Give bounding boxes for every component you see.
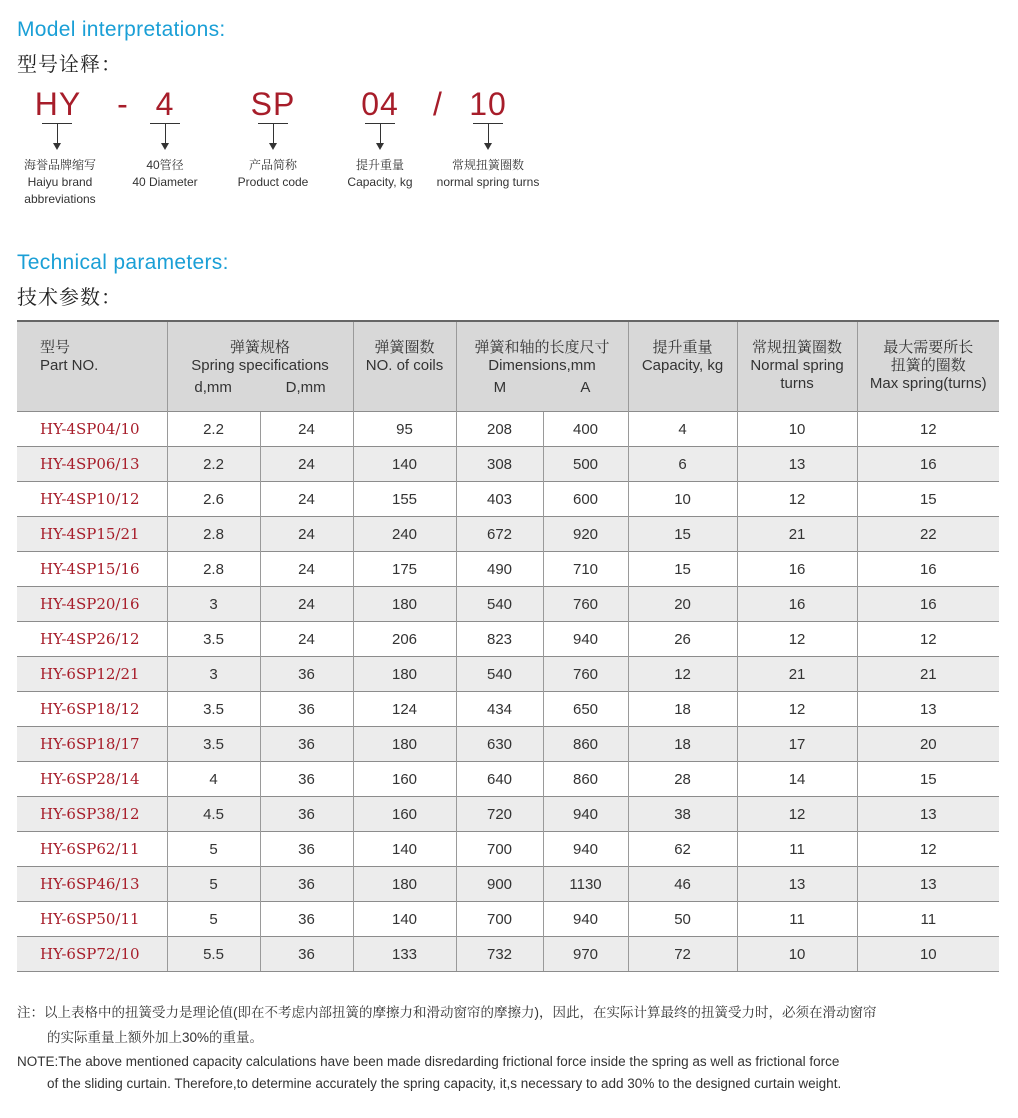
header-part: 型号 Part NO. [17, 321, 167, 412]
table-cell: 50 [628, 902, 737, 937]
table-cell: 12 [737, 482, 857, 517]
interpretation-title-zh: 型号诠释： [17, 54, 122, 76]
table-cell: 3.5 [167, 692, 260, 727]
table-cell: 208 [456, 412, 543, 447]
header-dimensions: 弹簧和轴的长度尺寸 Dimensions,mm M A [456, 321, 628, 412]
table-top-rule [17, 320, 999, 322]
table-cell: 160 [353, 762, 456, 797]
table-cell: 36 [260, 937, 353, 972]
table-cell: 3.5 [167, 727, 260, 762]
table-cell: 22 [857, 517, 999, 552]
part-number-cell: HY-4SP06/13 [17, 447, 167, 482]
table-cell: 308 [456, 447, 543, 482]
table-header [17, 321, 999, 412]
table-cell: 940 [543, 797, 628, 832]
table-cell: 1130 [543, 867, 628, 902]
table-cell: 2.6 [167, 482, 260, 517]
table-cell: 700 [456, 832, 543, 867]
table-cell: 4.5 [167, 797, 260, 832]
table-cell: 4 [628, 412, 737, 447]
part-number-cell: HY-4SP04/10 [17, 412, 167, 447]
table-row [17, 727, 999, 762]
table-row [17, 832, 999, 867]
code-product: SP [250, 86, 296, 122]
table-cell: 20 [857, 727, 999, 762]
table-row [17, 482, 999, 517]
table-cell: 10 [737, 412, 857, 447]
note-zh-line1: 注：以上表格中的扭簧受力是理论值(即在不考虑内部扭簧的摩擦力和滑动窗帘的摩擦力)，因此，在实际计算最终的扭簧受力时，必须在滑动窗帘 [17, 1005, 877, 1020]
table-cell: 710 [543, 552, 628, 587]
table-cell: 940 [543, 622, 628, 657]
table-cell: 180 [353, 657, 456, 692]
table-cell: 3.5 [167, 622, 260, 657]
part-number-cell: HY-6SP18/12 [17, 692, 167, 727]
table-cell: 11 [737, 832, 857, 867]
part-number-cell: HY-4SP26/12 [17, 622, 167, 657]
table-cell: 920 [543, 517, 628, 552]
table-cell: 16 [737, 587, 857, 622]
code-diameter: 4 [155, 86, 175, 122]
table-cell: 500 [543, 447, 628, 482]
table-cell: 823 [456, 622, 543, 657]
table-cell: 403 [456, 482, 543, 517]
table-cell: 14 [737, 762, 857, 797]
table-cell: 16 [737, 552, 857, 587]
part-number-cell: HY-4SP20/16 [17, 587, 167, 622]
table-row [17, 902, 999, 937]
part-number-cell: HY-6SP12/21 [17, 657, 167, 692]
table-row [17, 937, 999, 972]
table-cell: 16 [857, 447, 999, 482]
part-number-cell: HY-6SP50/11 [17, 902, 167, 937]
table-cell: 5 [167, 867, 260, 902]
table-cell: 12 [737, 622, 857, 657]
table-cell: 140 [353, 832, 456, 867]
table-cell: 16 [857, 552, 999, 587]
table-row [17, 867, 999, 902]
table-cell: 900 [456, 867, 543, 902]
table-cell: 240 [353, 517, 456, 552]
table-cell: 95 [353, 412, 456, 447]
table-cell: 970 [543, 937, 628, 972]
table-cell: 600 [543, 482, 628, 517]
table-cell: 36 [260, 832, 353, 867]
table-cell: 640 [456, 762, 543, 797]
part-number-cell: HY-6SP38/12 [17, 797, 167, 832]
table-cell: 2.2 [167, 447, 260, 482]
code-dash: - [117, 86, 129, 122]
table-cell: 24 [260, 447, 353, 482]
table-row [17, 412, 999, 447]
table-cell: 12 [857, 622, 999, 657]
table-cell: 36 [260, 762, 353, 797]
table-cell: 12 [737, 797, 857, 832]
parameters-table [17, 321, 999, 972]
table-cell: 72 [628, 937, 737, 972]
table-cell: 124 [353, 692, 456, 727]
table-cell: 2.8 [167, 517, 260, 552]
table-cell: 720 [456, 797, 543, 832]
table-cell: 434 [456, 692, 543, 727]
table-cell: 732 [456, 937, 543, 972]
table-cell: 38 [628, 797, 737, 832]
table-cell: 175 [353, 552, 456, 587]
table-cell: 18 [628, 727, 737, 762]
table-row [17, 692, 999, 727]
part-number-cell: HY-6SP62/11 [17, 832, 167, 867]
code-slash: / [433, 86, 443, 122]
code-brand: HY [34, 86, 82, 122]
table-cell: 21 [737, 517, 857, 552]
table-cell: 140 [353, 902, 456, 937]
table-cell: 28 [628, 762, 737, 797]
table-cell: 3 [167, 587, 260, 622]
table-cell: 13 [857, 867, 999, 902]
table-cell: 16 [857, 587, 999, 622]
table-cell: 36 [260, 867, 353, 902]
table-cell: 540 [456, 657, 543, 692]
part-number-cell: HY-6SP18/17 [17, 727, 167, 762]
table-cell: 21 [857, 657, 999, 692]
desc-capacity: 提升重量 Capacity, kg [347, 158, 413, 189]
table-cell: 12 [737, 692, 857, 727]
table-cell: 10 [737, 937, 857, 972]
desc-brand: 海誉品牌缩写 Haiyu brand abbreviations [23, 158, 96, 206]
table-cell: 24 [260, 482, 353, 517]
table-cell: 13 [737, 867, 857, 902]
table-cell: 140 [353, 447, 456, 482]
desc-diameter: 40管径 40 Diameter [132, 158, 198, 189]
table-cell: 940 [543, 832, 628, 867]
pointer-arrow-icon [150, 123, 180, 151]
table-cell: 12 [857, 832, 999, 867]
table-cell: 630 [456, 727, 543, 762]
table-cell: 20 [628, 587, 737, 622]
table-cell: 36 [260, 902, 353, 937]
table-row [17, 447, 999, 482]
table-row [17, 797, 999, 832]
table-cell: 2.2 [167, 412, 260, 447]
table-cell: 26 [628, 622, 737, 657]
table-cell: 24 [260, 517, 353, 552]
table-cell: 13 [857, 797, 999, 832]
header-coils: 弹簧圈数 NO. of coils [353, 321, 456, 412]
header-capacity: 提升重量 Capacity, kg [628, 321, 737, 412]
table-cell: 46 [628, 867, 737, 902]
table-cell: 672 [456, 517, 543, 552]
part-number-cell: HY-6SP28/14 [17, 762, 167, 797]
table-cell: 13 [857, 692, 999, 727]
pointer-arrow-icon [42, 123, 72, 151]
table-cell: 760 [543, 657, 628, 692]
table-cell: 36 [260, 797, 353, 832]
table-cell: 24 [260, 622, 353, 657]
table-cell: 160 [353, 797, 456, 832]
part-number-cell: HY-6SP72/10 [17, 937, 167, 972]
code-capacity: 04 [361, 86, 399, 122]
table-cell: 940 [543, 902, 628, 937]
table-cell: 180 [353, 727, 456, 762]
table-cell: 133 [353, 937, 456, 972]
table-cell: 11 [737, 902, 857, 937]
table-cell: 15 [857, 762, 999, 797]
part-number-cell: HY-4SP15/21 [17, 517, 167, 552]
note-en-line1: NOTE:The above mentioned capacity calculations have been made disredarding frictional force inside the spring as well as frictional force [17, 1054, 840, 1069]
table-cell: 540 [456, 587, 543, 622]
table-cell: 206 [353, 622, 456, 657]
part-number-cell: HY-4SP15/16 [17, 552, 167, 587]
table-row [17, 657, 999, 692]
table-cell: 5 [167, 902, 260, 937]
part-number-cell: HY-6SP46/13 [17, 867, 167, 902]
table-cell: 15 [628, 552, 737, 587]
table-cell: 650 [543, 692, 628, 727]
table-cell: 12 [857, 412, 999, 447]
table-cell: 400 [543, 412, 628, 447]
table-cell: 11 [857, 902, 999, 937]
table-cell: 860 [543, 762, 628, 797]
table-cell: 2.8 [167, 552, 260, 587]
note-zh-line2: 的实际重量上额外加上30%的重量。 [47, 1030, 264, 1045]
table-cell: 24 [260, 552, 353, 587]
table-cell: 17 [737, 727, 857, 762]
table-cell: 860 [543, 727, 628, 762]
pointer-arrow-icon [365, 123, 395, 151]
table-cell: 490 [456, 552, 543, 587]
table-cell: 62 [628, 832, 737, 867]
table-cell: 36 [260, 727, 353, 762]
table-cell: 21 [737, 657, 857, 692]
code-turns: 10 [469, 86, 507, 122]
pointer-arrow-icon [473, 123, 503, 151]
table-cell: 5 [167, 832, 260, 867]
technical-title-en: Technical parameters: [17, 251, 229, 274]
interpretation-title-en: Model interpretations: [17, 18, 226, 41]
technical-title-zh: 技术参数： [17, 287, 122, 309]
header-max-turns: 最大需要所长 扭簧的圈数 Max spring(turns) [857, 321, 999, 412]
table-row [17, 587, 999, 622]
table-row [17, 517, 999, 552]
header-normal-turns: 常规扭簧圈数 Normal spring turns [737, 321, 857, 412]
table-row [17, 762, 999, 797]
table-cell: 36 [260, 692, 353, 727]
table-cell: 4 [167, 762, 260, 797]
table-cell: 24 [260, 412, 353, 447]
table-cell: 10 [628, 482, 737, 517]
table-cell: 15 [628, 517, 737, 552]
table-cell: 155 [353, 482, 456, 517]
table-cell: 36 [260, 657, 353, 692]
pointer-arrow-icon [258, 123, 288, 151]
note-en-line2: of the sliding curtain. Therefore,to determine accurately the spring capacity, it,s necessary to add 30% to the designed curtain weight. [47, 1076, 842, 1091]
table-row [17, 622, 999, 657]
table-cell: 5.5 [167, 937, 260, 972]
table-cell: 180 [353, 867, 456, 902]
table-cell: 3 [167, 657, 260, 692]
table-cell: 700 [456, 902, 543, 937]
desc-product: 产品简称 Product code [237, 158, 309, 189]
table-cell: 24 [260, 587, 353, 622]
table-cell: 180 [353, 587, 456, 622]
part-number-cell: HY-4SP10/12 [17, 482, 167, 517]
table-cell: 10 [857, 937, 999, 972]
table-cell: 13 [737, 447, 857, 482]
desc-turns: 常规扭簧圈数 normal spring turns [436, 158, 540, 189]
table-cell: 18 [628, 692, 737, 727]
table-body [17, 412, 999, 972]
table-cell: 12 [628, 657, 737, 692]
header-spring: 弹簧规格 Spring specifications d,mm D,mm [167, 321, 353, 412]
table-cell: 6 [628, 447, 737, 482]
table-cell: 15 [857, 482, 999, 517]
table-row [17, 552, 999, 587]
table-cell: 760 [543, 587, 628, 622]
